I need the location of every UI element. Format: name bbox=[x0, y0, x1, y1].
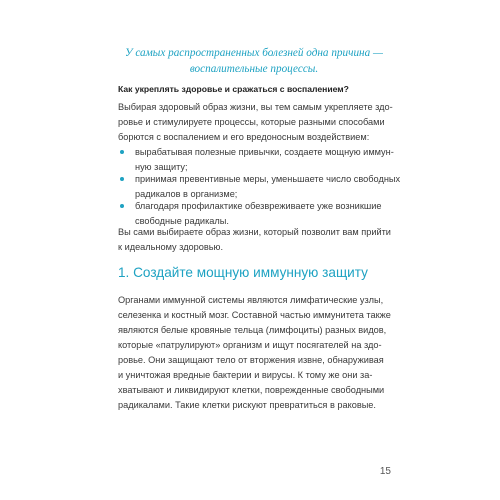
conclusion-line: Вы сами выбираете образ жизни, который позволит вам прийти bbox=[118, 227, 391, 237]
page-number: 15 bbox=[379, 466, 391, 477]
bullet-line: благодаря профилактике обезвреживаете уже возникшие bbox=[135, 201, 382, 211]
body-line: Органами иммунной системы являются лимфатические узлы, bbox=[118, 295, 384, 305]
bullet-dot-icon bbox=[120, 150, 124, 154]
subheading: Как укреплять здоровье и сражаться с воспалением? bbox=[118, 84, 349, 94]
intro-line: ровье и стимулируете процессы, которые разными способами bbox=[118, 117, 385, 127]
intro-line: борются с воспалением и его вредоносным воздействием: bbox=[118, 132, 370, 142]
epigraph-line: воспалительные процессы. bbox=[189, 63, 319, 75]
body-line: селезенка и костный мозг. Составной частью иммунитета также bbox=[118, 310, 391, 320]
body-line: радикалами. Такие клетки рискуют превратиться в раковые. bbox=[118, 400, 376, 410]
body-paragraph bbox=[118, 293, 390, 413]
body-line: которые «патрулируют» организм и ищут посягателей на здо- bbox=[118, 340, 382, 350]
body-line: ровье. Они защищают тело от вторжения извне, обнаруживая bbox=[118, 355, 384, 365]
section-title: 1. Создайте мощную иммунную защиту bbox=[118, 265, 368, 280]
bullet-text bbox=[135, 145, 394, 175]
bullet-dot-icon bbox=[120, 204, 124, 208]
conclusion-line: к идеальному здоровью. bbox=[118, 242, 223, 252]
intro-paragraph bbox=[118, 100, 393, 145]
epigraph bbox=[118, 45, 390, 77]
bullet-line: ную защиту; bbox=[135, 162, 188, 172]
bullet-line: принимая превентивные меры, уменьшаете число свободных bbox=[135, 174, 401, 184]
bullet-line: радикалов в организме; bbox=[135, 189, 238, 199]
bullet-line: свободные радикалы. bbox=[135, 216, 229, 226]
body-line: являются белые кровяные тельца (лимфоциты) разных видов, bbox=[118, 325, 387, 335]
bullet-text bbox=[135, 172, 400, 202]
conclusion-paragraph bbox=[118, 225, 390, 255]
epigraph-line: У самых распространенных болезней одна причина — bbox=[125, 47, 383, 59]
bullet-line: вырабатывая полезные привычки, создаете мощную иммун- bbox=[135, 147, 394, 157]
body-line: и уничтожая вредные бактерии и вирусы. К тому же они за- bbox=[118, 370, 373, 380]
bullet-dot-icon bbox=[120, 177, 124, 181]
body-line: хватывают и ликвидируют клетки, поврежденные свободными bbox=[118, 385, 385, 395]
intro-line: Выбирая здоровый образ жизни, вы тем самым укрепляете здо- bbox=[118, 102, 393, 112]
